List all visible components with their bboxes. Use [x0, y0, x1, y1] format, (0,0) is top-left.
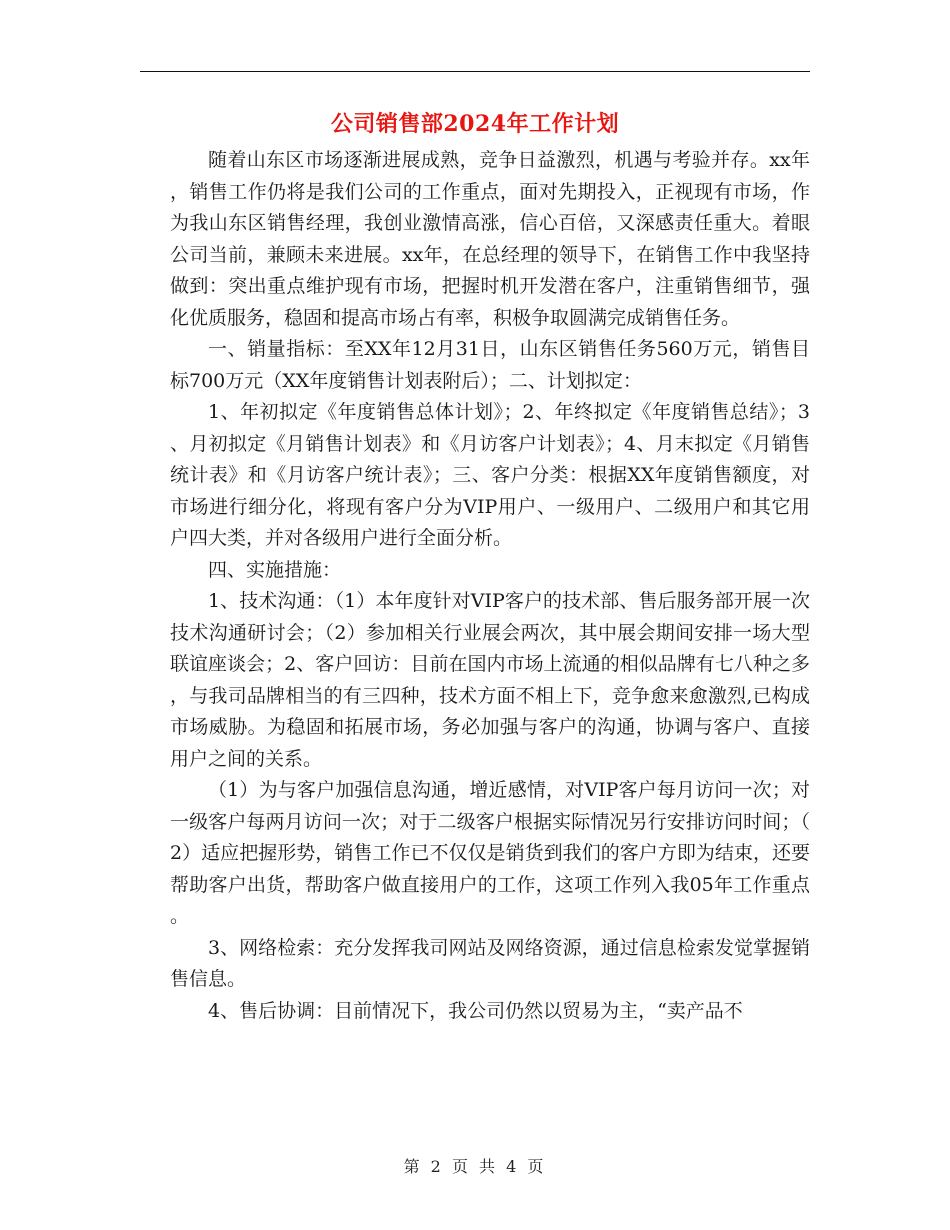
header-rule: [140, 71, 810, 72]
paragraph-after-sales: 4、售后协调：目前情况下，我公司仍然以贸易为主，“卖产品不: [208, 999, 743, 1022]
paragraph-customer-visits: （1）为与客户加强信息沟通，增近感情，对VIP客户每月访问一次；对一级客户每两月访问一次；对于二级客户根据实际情况另行安排访问时间；（2）适应把握形势，销售工作已不仅仅是销货到我们的客户方即为结束，还要帮助客户出货，帮助客户做直接用户的工作，这项工作列入我05年工作重点。: [170, 779, 810, 927]
paragraph-measures-heading: 四、实施措施：: [208, 558, 342, 581]
document-body: [170, 145, 810, 1027]
document-title: 公司销售部2024年工作计划: [330, 111, 620, 137]
paragraph-sales-targets: 一、销量指标：至XX年12月31日，山东区销售任务560万元，销售目标700万元（XX年度销售计划表附后）；二、计划拟定：: [170, 338, 810, 392]
paragraph-network-search: 3、网络检索：充分发挥我司网站及网络资源，通过信息检索发觉掌握销售信息。: [170, 936, 810, 990]
paragraph-technical-communication: 1、技术沟通：（1）本年度针对VIP客户的技术部、售后服务部开展一次技术沟通研讨会；（2）参加相关行业展会两次，其中展会期间安排一场大型联谊座谈会；2、客户回访：目前在国内市场上流通的相似品牌有七八种之多，与我司品牌相当的有三四种，技术方面不相上下，竞争愈来愈激烈,已构成市场威胁。为稳固和拓展市场，务必加强与客户的沟通，协调与客户、直接用户之间的关系。: [170, 590, 810, 770]
paragraph-plan-drafting: 1、年初拟定《年度销售总体计划》；2、年终拟定《年度销售总结》；3、月初拟定《月销售计划表》和《月访客户计划表》；4、月末拟定《月销售统计表》和《月访客户统计表》；三、客户分类：根据XX年度销售额度，对市场进行细分化，将现有客户分为VIP用户、一级用户、二级用户和其它用户四大类，并对各级用户进行全面分析。: [170, 401, 810, 549]
paragraph-intro: 随着山东区市场逐渐进展成熟，竞争日益激烈，机遇与考验并存。xx年，销售工作仍将是我们公司的工作重点，面对先期投入，正视现有市场，作为我山东区销售经理，我创业激情高涨，信心百倍，又深感责任重大。着眼公司当前，兼顾未来进展。xx年，在总经理的领导下，在销售工作中我坚持做到：突出重点维护现有市场，把握时机开发潜在客户，注重销售细节，强化优质服务，稳固和提高市场占有率，积极争取圆满完成销售任务。: [170, 149, 810, 329]
page-number-footer: 第 2 页 共 4 页: [403, 1157, 547, 1176]
